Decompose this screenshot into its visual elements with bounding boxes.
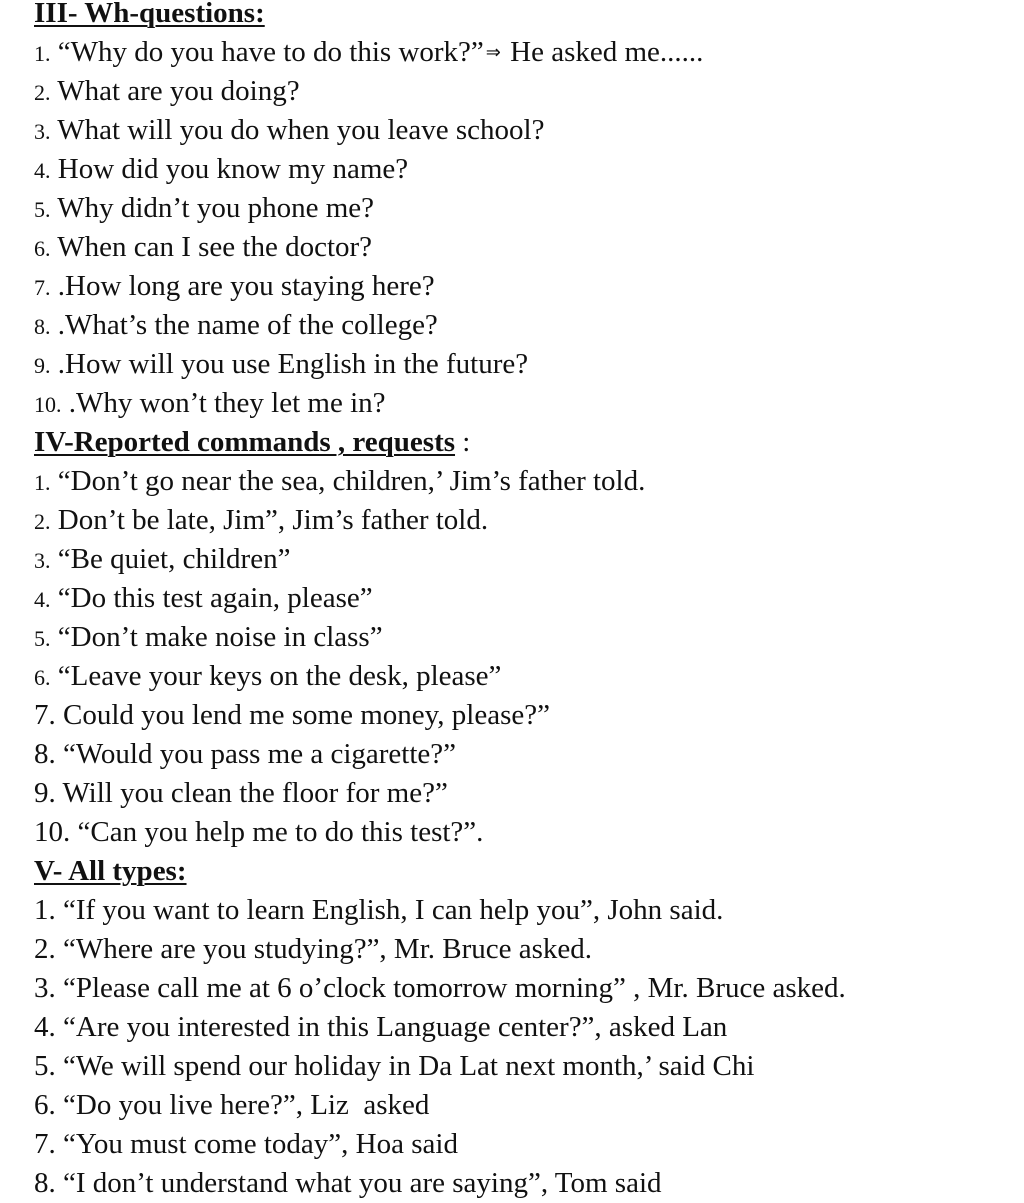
item-text: “Can you help me to do this test?”. — [70, 816, 484, 848]
item-text: How did you know my name? — [50, 153, 409, 185]
section-3-item-2 — [34, 72, 300, 111]
item-number: 2. — [34, 509, 51, 534]
item-text: “Do this test again, please” — [50, 582, 373, 614]
section-3-heading: III- Wh-questions: — [34, 0, 265, 29]
item-text: “Please call me at 6 o’clock tomorrow morning” , Mr. Bruce asked. — [55, 972, 846, 1004]
item-text: “You must come today”, Hoa said — [55, 1128, 458, 1160]
item-number: 1. — [34, 470, 51, 495]
item-number: 10. — [34, 816, 71, 848]
item-number: 3. — [34, 119, 51, 144]
section-3-item-10 — [34, 384, 386, 423]
section-4-item-9 — [34, 774, 448, 813]
section-3-item-4 — [34, 150, 408, 189]
item-text: “Where are you studying?”, Mr. Bruce asked. — [55, 933, 593, 965]
section-3-item-6 — [34, 228, 372, 267]
item-number: 4. — [34, 158, 51, 183]
item-number: 7. — [34, 1128, 56, 1160]
item-number: 6. — [34, 1089, 56, 1121]
item-text: “Don’t go near the sea, children,’ Jim’s father told. — [50, 465, 646, 497]
section-4-item-5 — [34, 618, 383, 657]
item-number: 3. — [34, 972, 56, 1004]
section-5-item-5 — [34, 1047, 754, 1086]
item-text: Will you clean the floor for me?” — [55, 777, 448, 809]
section-4-item-6 — [34, 657, 501, 696]
item-number: 7. — [34, 699, 56, 731]
section-4-item-8 — [34, 735, 456, 774]
section-3-header — [34, 0, 265, 33]
item-number: 3. — [34, 548, 51, 573]
item-number: 4. — [34, 587, 51, 612]
item-text: “Do you live here?”, Liz asked — [55, 1089, 430, 1121]
section-5-item-1 — [34, 891, 723, 930]
item-text: What will you do when you leave school? — [50, 114, 545, 146]
item-text: “I don’t understand what you are saying”, Tom said — [55, 1167, 662, 1199]
item-text: “We will spend our holiday in Da Lat next month,’ said Chi — [55, 1050, 755, 1082]
item-text: Don’t be late, Jim”, Jim’s father told. — [50, 504, 489, 536]
section-5-item-3 — [34, 969, 846, 1008]
item-number: 8. — [34, 738, 56, 770]
item-text: “If you want to learn English, I can help you”, John said. — [55, 894, 724, 926]
section-5-item-2 — [34, 930, 592, 969]
item-text: “Be quiet, children” — [50, 543, 291, 575]
section-4-item-3 — [34, 540, 290, 579]
section-5-item-8 — [34, 1164, 662, 1203]
section-4-heading-suffix: : — [455, 426, 471, 458]
item-text: .Why won’t they let me in? — [61, 387, 386, 419]
item-number: 8. — [34, 314, 51, 339]
section-4-item-7 — [34, 696, 550, 735]
item-number: 5. — [34, 197, 51, 222]
item-text: “Leave your keys on the desk, please” — [50, 660, 502, 692]
section-3-item-8 — [34, 306, 438, 345]
arrow-right-icon: ⇒ — [485, 42, 501, 63]
item-text: Could you lend me some money, please?” — [55, 699, 550, 731]
item-number: 8. — [34, 1167, 56, 1199]
section-5-item-6 — [34, 1086, 429, 1125]
item-number: 2. — [34, 80, 51, 105]
section-4-item-4 — [34, 579, 373, 618]
item-text: “Would you pass me a cigarette?” — [55, 738, 457, 770]
item-text: “Don’t make noise in class” — [50, 621, 383, 653]
section-4-item-10 — [34, 813, 483, 852]
item-text: .What’s the name of the college? — [50, 309, 438, 341]
section-5-item-4 — [34, 1008, 727, 1047]
item-number: 4. — [34, 1011, 56, 1043]
section-3-item-1 — [34, 33, 703, 72]
section-5-heading: V- All types: — [34, 855, 187, 887]
item-number: 10. — [34, 392, 62, 417]
item-number: 2. — [34, 933, 56, 965]
item-number: 9. — [34, 353, 51, 378]
section-4-item-2 — [34, 501, 488, 540]
item-number: 1. — [34, 894, 56, 926]
item-text: .How long are you staying here? — [50, 270, 435, 302]
item-text: What are you doing? — [50, 75, 300, 107]
section-5-item-7 — [34, 1125, 458, 1164]
section-3-item-5 — [34, 189, 374, 228]
item-text: “Why do you have to do this work?” — [50, 36, 484, 68]
section-4-header — [34, 423, 470, 462]
item-number: 6. — [34, 665, 51, 690]
item-text: “Are you interested in this Language center?”, asked Lan — [55, 1011, 728, 1043]
section-5-header — [34, 852, 187, 891]
section-3-item-3 — [34, 111, 544, 150]
section-4-item-1 — [34, 462, 645, 501]
section-4-heading: IV-Reported commands , requests — [34, 426, 456, 458]
item-number: 9. — [34, 777, 56, 809]
item-number: 7. — [34, 275, 51, 300]
item-number: 5. — [34, 1050, 56, 1082]
item-number: 5. — [34, 626, 51, 651]
section-3-item-7 — [34, 267, 435, 306]
item-number: 1. — [34, 41, 51, 66]
item-number: 6. — [34, 236, 51, 261]
item-text: Why didn’t you phone me? — [50, 192, 375, 224]
item-text: When can I see the doctor? — [50, 231, 373, 263]
section-3-item-9 — [34, 345, 528, 384]
item-tail: He asked me...... — [502, 36, 704, 68]
item-text: .How will you use English in the future? — [50, 348, 529, 380]
